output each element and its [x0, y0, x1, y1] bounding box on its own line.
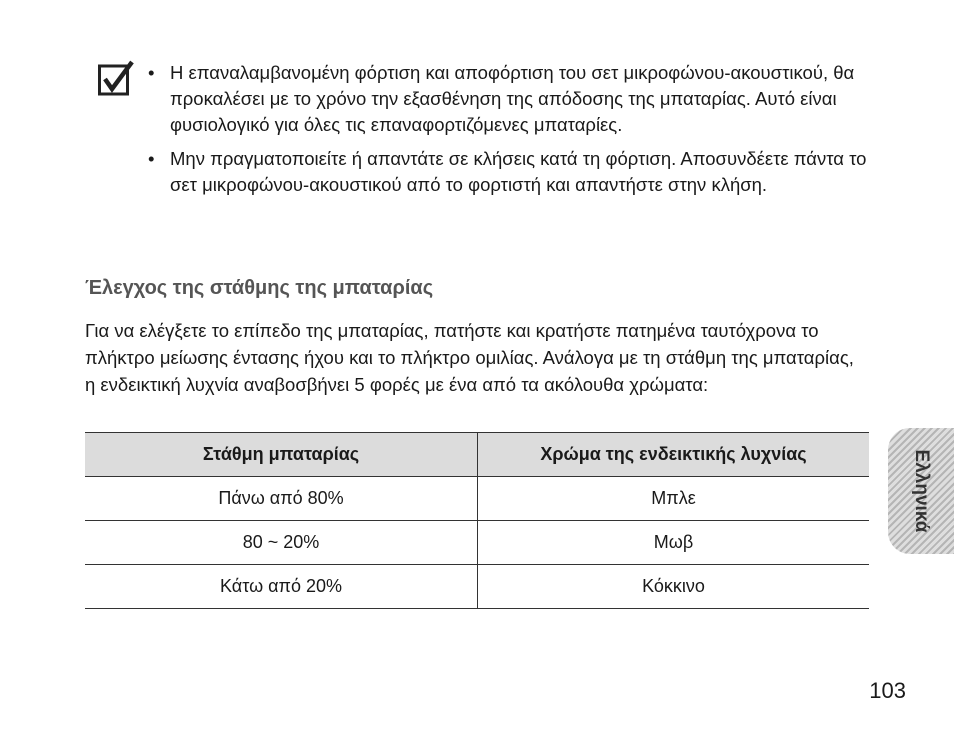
table-row: [85, 477, 869, 521]
table-header-row: [85, 433, 869, 477]
note-item: • Μην πραγματοποιείτε ή απαντάτε σε κλήσεις κατά τη φόρτιση. Αποσυνδέετε πάντα το σετ μικροφώνου-ακουστικού από το φορτιστή και απαντήστε στην κλήση.: [148, 146, 868, 198]
column-header-color: Χρώμα της ενδεικτικής λυχνίας: [478, 433, 870, 477]
section-paragraph: Για να ελέγξετε το επίπεδο της μπαταρίας, πατήστε και κρατήστε πατημένα ταυτόχρονα το πλήκτρο μείωσης έντασης ήχου και το πλήκτρο ομιλίας. Ανάλογα με τη στάθμη της μπαταρίας, η ενδεικτική λυχνία αναβοσβήνει 5 φορές με ένα από τα ακόλουθα χρώματα:: [85, 320, 854, 395]
table-row: [85, 565, 869, 609]
column-header-level: Στάθμη μπαταρίας: [85, 433, 478, 477]
table-row: [85, 521, 869, 565]
table-cell: Μωβ: [478, 521, 870, 565]
language-tab-label: Ελληνικά: [911, 449, 932, 533]
page-number: 103: [869, 678, 906, 703]
note-list: [148, 60, 868, 206]
section-heading: Έλεγχος της στάθμης της μπαταρίας: [85, 277, 434, 299]
table-cell: Πάνω από 80%: [85, 477, 478, 521]
table-cell: Κάτω από 20%: [85, 565, 478, 609]
table-cell: 80 ~ 20%: [85, 521, 478, 565]
table-cell: Μπλε: [478, 477, 870, 521]
table-cell: Κόκκινο: [478, 565, 870, 609]
battery-level-table: [85, 432, 869, 609]
checkbox-note-icon: [98, 60, 134, 98]
language-tab: [888, 428, 954, 554]
note-item: • Η επαναλαμβανομένη φόρτιση και αποφόρτιση του σετ μικροφώνου-ακουστικού, θα προκαλέσει με το χρόνο την εξασθένηση της απόδοσης της μπαταρίας. Αυτό είναι φυσιολογικό για όλες τις επαναφορτιζόμενες μπαταρίες.: [148, 60, 868, 138]
